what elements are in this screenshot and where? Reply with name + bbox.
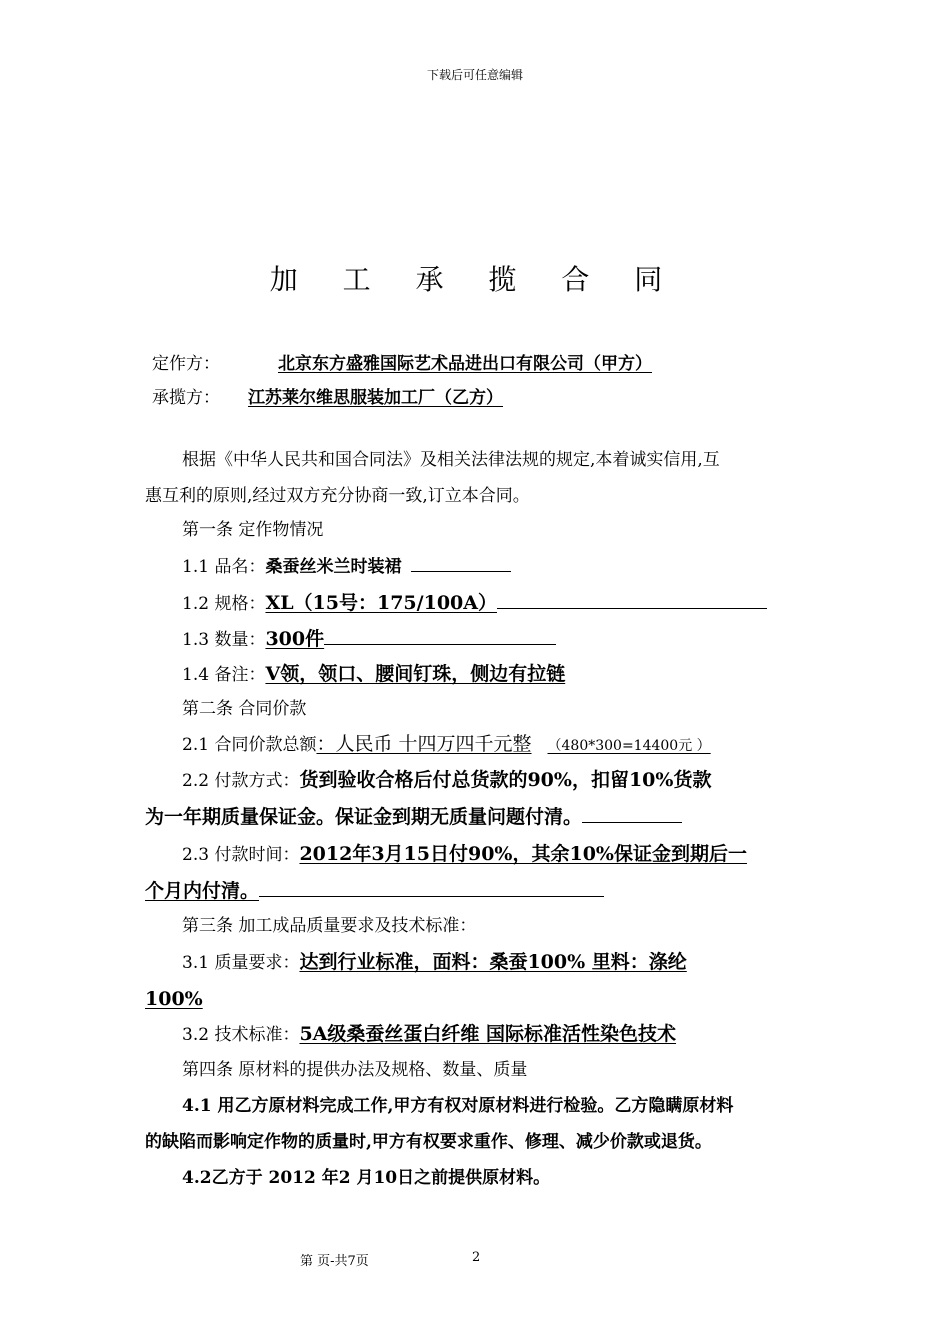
party-b-value: 江苏莱尔维思服装加工厂（乙方） [248,388,503,408]
payment-method: 货到验收合格后付总货款的90%，扣留10%货款 [299,769,712,791]
header-note: 下载后可任意编辑 [426,68,523,82]
article-2-item-3-line-2: 个月内付清。 [145,878,604,904]
article-3-item-1-line-1: 3.1 质量要求：达到行业标准，面料：桑蚕100% 里料：涤纶 [182,951,687,973]
article-3-item-2: 3.2 技术标准：5A级桑蚕丝蛋白纤维 国际标准活性染色技术 [182,1023,677,1045]
contract-total-amount: ：人民币 十四万四千元整 [316,733,532,755]
footer-page-text: 第 页-共7页 [300,1254,369,1269]
article-1-item-3: 1.3 数量：300件 [182,626,556,652]
article-4-heading: 第四条 原材料的提供办法及规格、数量、质量 [182,1060,528,1080]
intro-line-2: 惠互利的原则,经过双方充分协商一致,订立本合同。 [145,486,530,506]
article-3-heading: 第三条 加工成品质量要求及技术标准： [182,916,477,936]
contract-title: 加 工 承 揽 合 同 [269,263,681,296]
intro-line-1: 根据《中华人民共和国合同法》及相关法律法规的规定,本着诚实信用,互 [182,450,720,470]
quality-requirement: 达到行业标准，面料：桑蚕100% 里料：涤纶 [299,951,687,973]
article-4-item-1-line-1: 4.1 用乙方原材料完成工作,甲方有权对原材料进行检验。乙方隐瞒原材料 [182,1096,734,1116]
article-1-item-4: 1.4 备注：V领，领口、腰间钉珠，侧边有拉链 [182,663,566,685]
product-spec: XL（15号：175/100A） [265,592,497,614]
article-2-heading: 第二条 合同价款 [182,699,307,719]
article-3-item-1-line-2: 100% [145,988,203,1010]
footer-page-number: 2 [472,1250,481,1265]
article-1-heading: 第一条 定作物情况 [182,520,324,540]
party-a-line [152,352,652,376]
article-1-item-2: 1.2 规格：XL（15号：175/100A） [182,590,767,616]
article-2-item-3-line-1: 2.3 付款时间：2012年3月15日付90%，其余10%保证金到期后一 [182,843,747,865]
article-2-item-2-line-2: 为一年期质量保证金。保证金到期无质量问题付清。 [145,804,682,830]
technical-standard: 5A级桑蚕丝蛋白纤维 国际标准活性染色技术 [299,1023,677,1045]
party-b-line [152,386,503,410]
party-b-label: 承揽方： [152,388,220,408]
article-4-item-1-line-2: 的缺陷而影响定作物的质量时,甲方有权要求重作、修理、减少价款或退货。 [145,1132,712,1152]
article-4-item-2: 4.2乙方于 2012 年2 月10日之前提供原材料。 [182,1168,551,1188]
contract-amount-note: （480*300=14400元 ） [547,738,711,754]
product-name: 桑蚕丝米兰时装裙 [265,557,402,577]
article-2-item-2-line-1: 2.2 付款方式：货到验收合格后付总货款的90%，扣留10%货款 [182,769,712,791]
product-quantity: 300件 [265,628,325,650]
product-remarks: V领，领口、腰间钉珠，侧边有拉链 [265,663,566,685]
article-2-item-1: 2.1 合同价款总额：人民币 十四万四千元整 （480*300=14400元 ） [182,733,711,755]
party-a-value: 北京东方盛雅国际艺术品进出口有限公司（甲方） [278,354,652,374]
payment-time: 2012年3月15日付90%，其余10%保证金到期后一 [299,843,747,865]
article-1-item-1: 1.1 品名：桑蚕丝米兰时装裙 [182,553,511,579]
party-a-label: 定作方： [152,354,220,374]
